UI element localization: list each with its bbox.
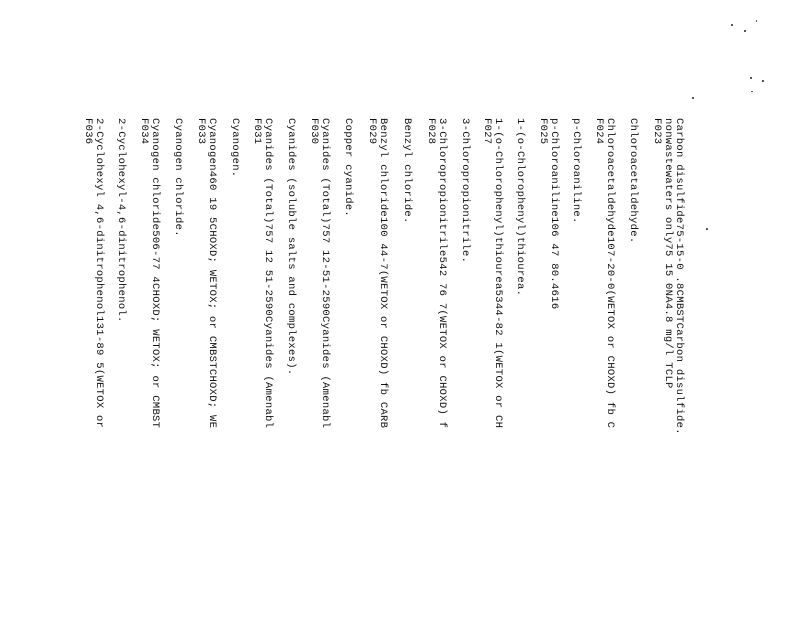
text-line: p-Chloroaniline.	[570, 118, 582, 224]
text-line: F025	[537, 118, 549, 145]
rotated-text-block	[74, 118, 684, 618]
text-line: F036	[82, 118, 94, 145]
scan-speck	[762, 80, 764, 82]
text-line: F027	[481, 118, 493, 145]
text-line: Cyanogen chloride506-77 4CHOXD; WETOX; or CMBST	[149, 118, 161, 429]
text-line: Cyanogen chloride.	[172, 118, 184, 237]
text-line: 2-Cyclohexyl-4,6-dinitrophenol.	[115, 118, 127, 323]
scan-speck	[706, 228, 708, 230]
text-line: Cyanogen460 19 5CHOXD; WETOX; or CMBSTCHOXD; WE	[206, 118, 218, 429]
scan-speck	[756, 20, 757, 22]
text-line: F023	[651, 118, 663, 145]
text-line: Cyanides (soluble salts and complexes).	[285, 118, 297, 376]
text-line: p-Chloroaniline106 47 80.4616	[548, 118, 560, 310]
text-line: F028	[425, 118, 437, 145]
text-line: Chloroacetaldehyde107-20-0(WETOX or CHOXD) fb C	[604, 118, 616, 429]
text-line: F024	[593, 118, 605, 145]
text-line: Carbon disulfide75-15-0 .8CMBSTCarbon disulfide.	[673, 118, 685, 435]
text-line: F029	[366, 118, 378, 145]
text-line: F033	[195, 118, 207, 145]
text-line: Chloroacetaldehyde.	[627, 118, 639, 244]
text-line: 1-(o-Chlorophenyl)thiourea.	[514, 118, 526, 297]
text-line: F034	[138, 118, 150, 145]
text-line: Cyanides (Total)757 12 51-2590Cyanides (Amenabl	[262, 118, 274, 429]
text-line: 3-Chloropropionitrile.	[459, 118, 471, 264]
text-line: Cyanogen.	[229, 118, 241, 178]
scan-speck	[750, 77, 752, 79]
text-line: Copper cyanide.	[342, 118, 354, 218]
scan-speck	[751, 91, 753, 92]
text-line: Cyanides (Total)757 12-51-2590Cyanides (Amenabl	[319, 118, 331, 429]
text-line: F030	[308, 118, 320, 145]
text-line: 1-(o-Chlorophenyl)thiourea5344-82 1(WETOX or CH	[492, 118, 504, 429]
text-line: nonwastewaters only75 15 0NA4.8 mg/l TCLP	[662, 118, 674, 389]
text-line: Benzyl chloride100 44-7(WETOX or CHOXD) fb CARB	[377, 118, 389, 429]
scan-speck	[692, 97, 694, 99]
text-line: Benzyl chloride.	[401, 118, 413, 224]
scan-speck	[744, 30, 746, 32]
scan-speck	[731, 24, 733, 26]
text-line: 2-Cyclohexyl 4,6-dinitrophenol131-89 5(WETOX or	[93, 118, 105, 429]
text-line: 3-Chloropropionitrile542 76 7(WETOX or CHOXD) f	[436, 118, 448, 429]
text-line: F031	[251, 118, 263, 145]
